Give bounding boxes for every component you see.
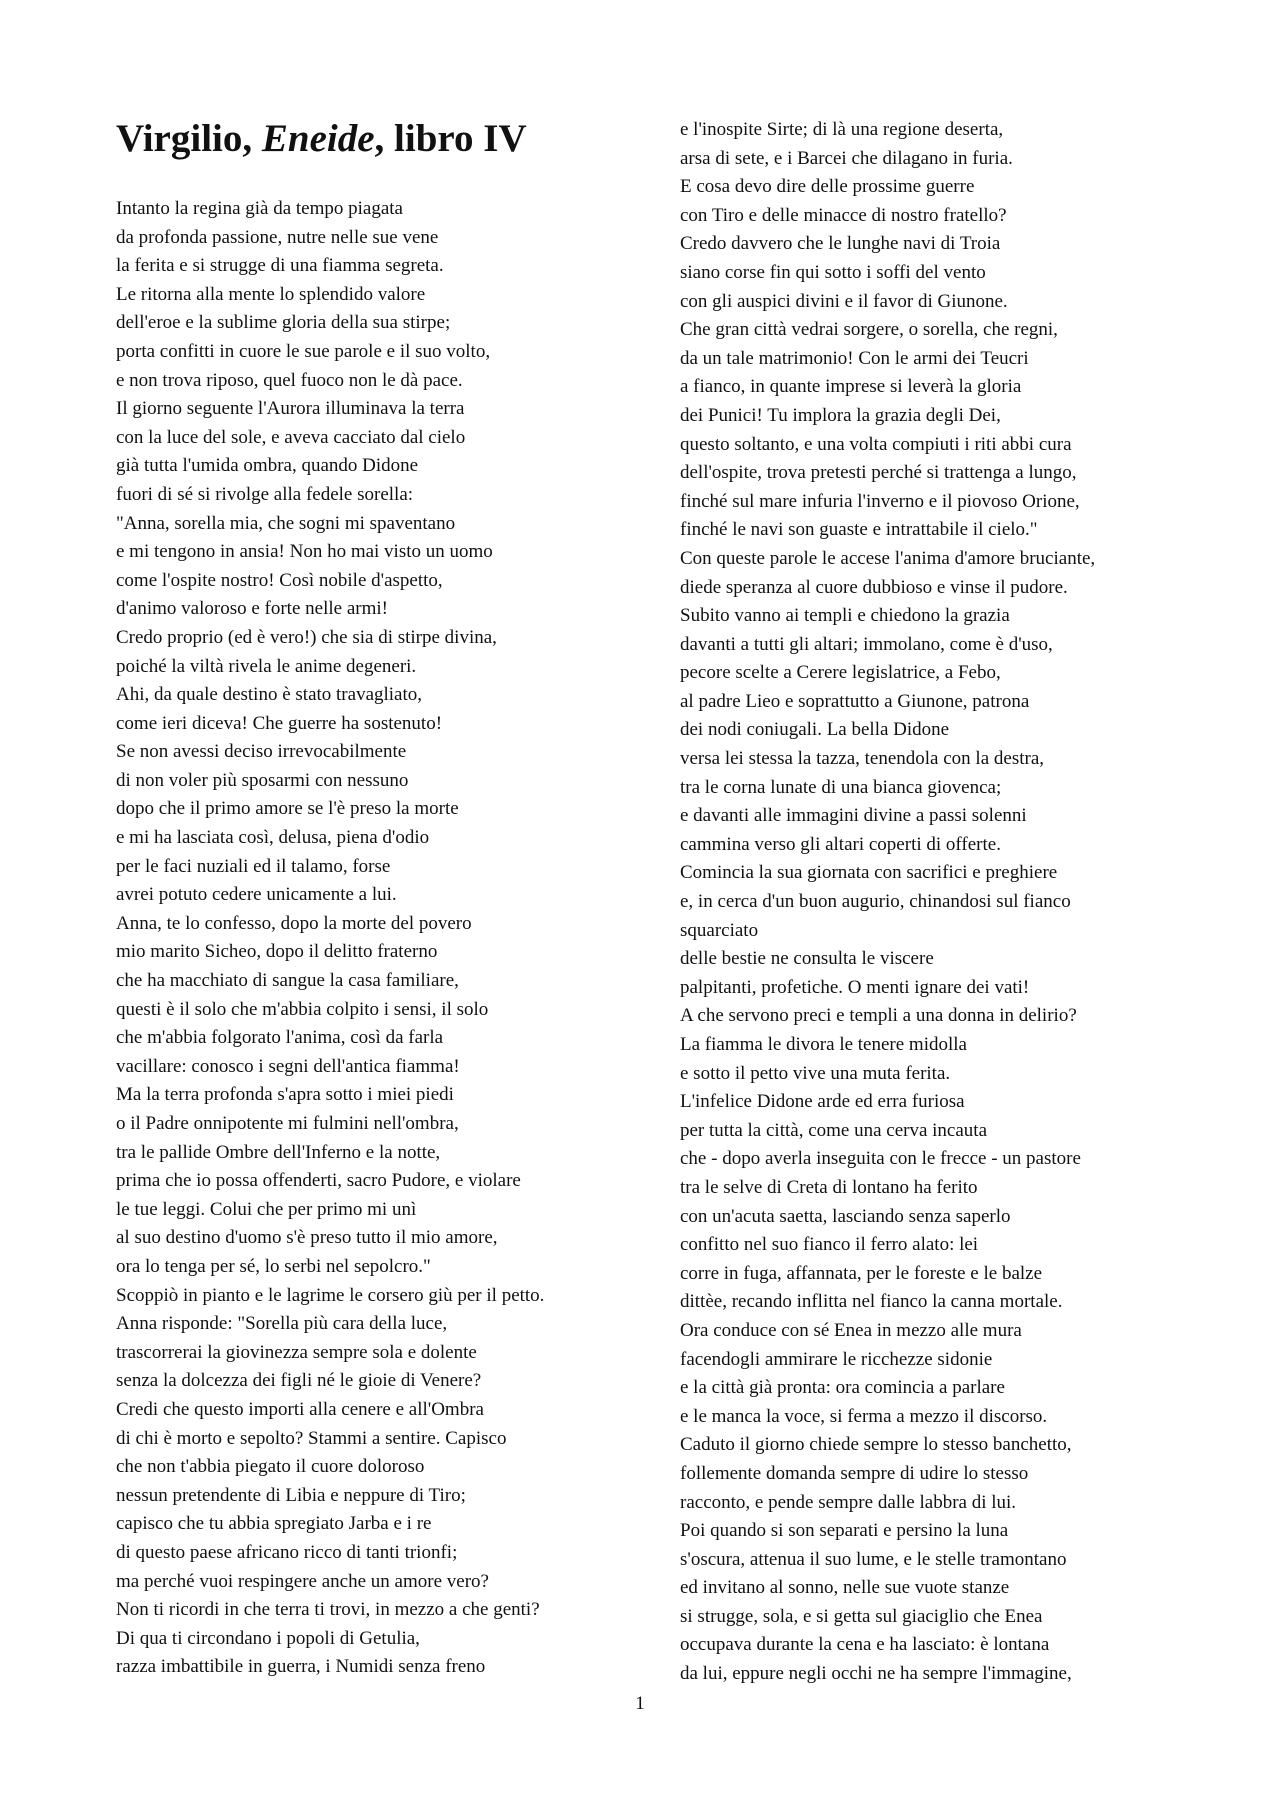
verse-line: Il giorno seguente l'Aurora illuminava la terra <box>116 398 465 420</box>
verse-line: Ahi, da quale destino è stato travagliato, <box>116 684 423 706</box>
verse-line: per le faci nuziali ed il talamo, forse <box>116 855 391 877</box>
verse-line: da profonda passione, nutre nelle sue vene <box>116 226 439 248</box>
verse-line: Non ti ricordi in che terra ti trovi, in mezzo a che genti? <box>116 1599 540 1621</box>
verse-line: di questo paese africano ricco di tanti trionfi; <box>116 1541 458 1563</box>
verse-line: senza la dolcezza dei figli né le gioie di Venere? <box>116 1370 482 1392</box>
verse-line: ora lo tenga per sé, lo serbi nel sepolcro." <box>116 1255 431 1277</box>
verse-line: siano corse fin qui sotto i soffi del vento <box>680 261 986 283</box>
verse-line: si strugge, sola, e si getta sul giaciglio che Enea <box>680 1605 1043 1627</box>
verse-line: ma perché vuoi respingere anche un amore vero? <box>116 1570 489 1592</box>
verse-line: avrei potuto cedere unicamente a lui. <box>116 884 397 906</box>
verse-line: e mi tengono in ansia! Non ho mai visto un uomo <box>116 541 493 563</box>
title-author: Virgilio, <box>116 117 253 160</box>
verse-line: A che servono preci e templi a una donna in delirio? <box>680 1005 1077 1027</box>
verse-line: e le manca la voce, si ferma a mezzo il discorso. <box>680 1405 1048 1427</box>
verse-line: dittèe, recando inflitta nel fianco la canna mortale. <box>680 1291 1063 1313</box>
verse-line: Comincia la sua giornata con sacrifici e preghiere <box>680 862 1058 884</box>
verse-line: tra le pallide Ombre dell'Inferno e la notte, <box>116 1141 441 1163</box>
verse-line: la ferita e si strugge di una fiamma segreta. <box>116 255 444 277</box>
verse-line: squarciato <box>680 919 759 941</box>
verse-line: e l'inospite Sirte; di là una regione deserta, <box>680 119 1004 140</box>
verse-line: dei Punici! Tu implora la grazia degli Dei, <box>680 404 1001 426</box>
verse-line: Le ritorna alla mente lo splendido valore <box>116 283 426 305</box>
verse-line: Credo davvero che le lunghe navi di Troia <box>680 233 1001 255</box>
verse-line: al padre Lieo e soprattutto a Giunone, patrona <box>680 690 1030 712</box>
verse-line: confitto nel suo fianco il ferro alato: lei <box>680 1234 979 1256</box>
verse-line: capisco che tu abbia spregiato Jarba e i re <box>116 1513 432 1535</box>
verse-line: pecore scelte a Cerere legislatrice, a Febo, <box>680 662 1001 684</box>
verse-line: questo soltanto, e una volta compiuti i riti abbi cura <box>680 433 1072 455</box>
verse-line: tra le selve di Creta di lontano ha ferito <box>680 1176 978 1198</box>
verse-line: arsa di sete, e i Barcei che dilagano in furia. <box>680 147 1013 169</box>
verse-line: o il Padre onnipotente mi fulmini nell'ombra, <box>116 1113 459 1134</box>
verse-line: mio marito Sicheo, dopo il delitto fraterno <box>116 941 438 963</box>
verse-line: al suo destino d'uomo s'è preso tutto il mio amore, <box>116 1227 498 1249</box>
verse-line: di non voler più sposarmi con nessuno <box>116 769 409 791</box>
verse-line: La fiamma le divora le tenere midolla <box>680 1034 967 1055</box>
verse-line: con la luce del sole, e aveva cacciato dal cielo <box>116 426 466 448</box>
verse-line: dopo che il primo amore se l'è preso la morte <box>116 798 459 820</box>
page-number: 1 <box>635 1693 645 1714</box>
verse-line: e davanti alle immagini divine a passi solenni <box>680 805 1027 827</box>
verse-line: Se non avessi deciso irrevocabilmente <box>116 741 407 763</box>
verse-line: diede speranza al cuore dubbioso e vinse il pudore. <box>680 576 1068 598</box>
verse-line: già tutta l'umida ombra, quando Didone <box>116 455 419 477</box>
verse-line: con un'acuta saetta, lasciando senza saperlo <box>680 1205 1011 1227</box>
verse-line: dell'ospite, trova pretesti perché si trattenga a lungo, <box>680 462 1077 484</box>
verse-line: e, in cerca d'un buon augurio, chinandosi sul fianco <box>680 891 1071 913</box>
verse-line: corre in fuga, affannata, per le foreste e le balze <box>680 1262 1043 1284</box>
verse-line: Credi che questo importi alla cenere e all'Ombra <box>116 1398 484 1420</box>
verse-line: follemente domanda sempre di udire lo stesso <box>680 1462 1029 1484</box>
verse-line: ed invitano al sonno, nelle sue vuote stanze <box>680 1577 1010 1599</box>
verse-line: da lui, eppure negli occhi ne ha sempre l'immagine, <box>680 1663 1072 1685</box>
verse-line: Di qua ti circondano i popoli di Getulia, <box>116 1627 420 1649</box>
verse-line: Con queste parole le accese l'anima d'amore bruciante, <box>680 547 1096 569</box>
verse-line: L'infelice Didone arde ed erra furiosa <box>680 1091 965 1113</box>
verse-line: che ha macchiato di sangue la casa familiare, <box>116 970 459 992</box>
verse-line: Ora conduce con sé Enea in mezzo alle mura <box>680 1319 1022 1341</box>
page-title <box>116 113 527 165</box>
verse-line: dei nodi coniugali. La bella Didone <box>680 719 950 741</box>
verse-line: versa lei stessa la tazza, tenendola con la destra, <box>680 748 1044 770</box>
verse-line: vacillare: conosco i segni dell'antica fiamma! <box>116 1055 460 1077</box>
verse-line: e la città già pronta: ora comincia a parlare <box>680 1377 1005 1399</box>
verse-line: "Anna, sorella mia, che sogni mi spaventano <box>116 512 456 534</box>
verse-line: palpitanti, profetiche. O menti ignare dei vati! <box>680 976 1030 998</box>
right-text-column <box>680 116 1180 1689</box>
verse-line: come ieri diceva! Che guerre ha sostenuto! <box>116 712 443 734</box>
verse-line: e mi ha lasciata così, delusa, piena d'odio <box>116 827 430 849</box>
verse-line: prima che io possa offenderti, sacro Pudore, e violare <box>116 1170 521 1192</box>
title-work: Eneide <box>261 117 375 160</box>
verse-line: le tue leggi. Colui che per primo mi unì <box>116 1198 417 1220</box>
verse-line: porta confitti in cuore le sue parole e il suo volto, <box>116 340 491 362</box>
verse-line: a fianco, in quante imprese si leverà la gloria <box>680 376 1022 398</box>
verse-line: Che gran città vedrai sorgere, o sorella, che regni, <box>680 319 1058 341</box>
verse-line: E cosa devo dire delle prossime guerre <box>680 176 975 198</box>
verse-line: per tutta la città, come una cerva incauta <box>680 1119 988 1141</box>
verse-line: con gli auspici divini e il favor di Giunone. <box>680 290 1008 312</box>
verse-line: e sotto il petto vive una muta ferita. <box>680 1062 951 1084</box>
verse-line: fuori di sé si rivolge alla fedele sorella: <box>116 483 414 505</box>
verse-line: Caduto il giorno chiede sempre lo stesso banchetto, <box>680 1434 1072 1456</box>
left-text-column <box>116 195 636 1682</box>
verse-line: come l'ospite nostro! Così nobile d'aspetto, <box>116 569 443 591</box>
verse-line: trascorrerai la giovinezza sempre sola e dolente <box>116 1341 477 1363</box>
verse-line: s'oscura, attenua il suo lume, e le stelle tramontano <box>680 1548 1067 1570</box>
verse-line: razza imbattibile in guerra, i Numidi senza freno <box>116 1656 486 1678</box>
verse-line: delle bestie ne consulta le viscere <box>680 948 934 970</box>
verse-line: che - dopo averla inseguita con le frecce - un pastore <box>680 1148 1081 1170</box>
verse-line: Anna risponde: "Sorella più cara della luce, <box>116 1313 448 1335</box>
verse-line: che non t'abbia piegato il cuore doloroso <box>116 1456 425 1478</box>
verse-line: e non trova riposo, quel fuoco non le dà pace. <box>116 369 463 391</box>
verse-line: occupava durante la cena e ha lasciato: è lontana <box>680 1634 1050 1656</box>
verse-line: Subito vanno ai templi e chiedono la grazia <box>680 605 1010 627</box>
verse-line: finché sul mare infuria l'inverno e il piovoso Orione, <box>680 490 1080 512</box>
verse-line: d'animo valoroso e forte nelle armi! <box>116 598 388 620</box>
verse-line: facendogli ammirare le ricchezze sidonie <box>680 1348 993 1370</box>
verse-line: poiché la viltà rivela le anime degeneri. <box>116 655 417 677</box>
verse-line: racconto, e pende sempre dalle labbra di lui. <box>680 1491 1017 1513</box>
verse-line: questi è il solo che m'abbia colpito i sensi, il solo <box>116 998 489 1020</box>
verse-line: Credo proprio (ed è vero!) che sia di stirpe divina, <box>116 626 497 648</box>
title-book: , libro IV <box>374 117 527 160</box>
verse-line: Anna, te lo confesso, dopo la morte del povero <box>116 912 472 934</box>
verse-line: tra le corna lunate di una bianca giovenca; <box>680 776 1002 798</box>
verse-line: che m'abbia folgorato l'anima, così da farla <box>116 1027 444 1049</box>
verse-line: cammina verso gli altari coperti di offerte. <box>680 833 1001 855</box>
verse-line: finché le navi son guaste e intrattabile il cielo." <box>680 519 1038 541</box>
verse-line: dell'eroe e la sublime gloria della sua stirpe; <box>116 312 451 334</box>
verse-line: Scoppiò in pianto e le lagrime le corsero giù per il petto. <box>116 1284 545 1306</box>
verse-line: Intanto la regina già da tempo piagata <box>116 198 403 219</box>
verse-line: davanti a tutti gli altari; immolano, come è d'uso, <box>680 633 1053 655</box>
verse-line: nessun pretendente di Libia e neppure di Tiro; <box>116 1484 466 1506</box>
verse-line: con Tiro e delle minacce di nostro fratello? <box>680 204 1007 226</box>
verse-line: Ma la terra profonda s'apra sotto i miei piedi <box>116 1084 454 1106</box>
verse-line: di chi è morto e sepolto? Stammi a sentire. Capisco <box>116 1427 507 1449</box>
verse-line: Poi quando si son separati e persino la luna <box>680 1520 1009 1542</box>
verse-line: da un tale matrimonio! Con le armi dei Teucri <box>680 347 1029 369</box>
